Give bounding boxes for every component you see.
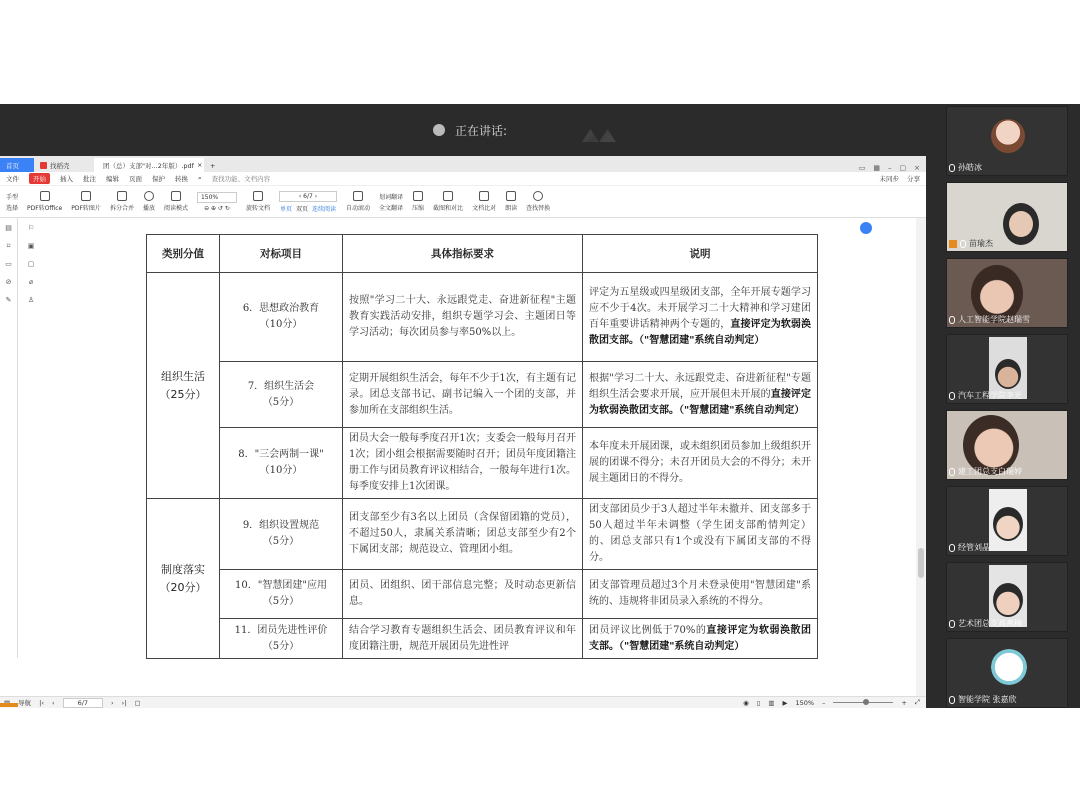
item-score: （5分） bbox=[262, 396, 300, 408]
tab-home-label: 首页 bbox=[6, 161, 19, 170]
read-mode-icon bbox=[171, 191, 181, 201]
minimize-icon[interactable]: – bbox=[888, 164, 892, 172]
translate-group bbox=[379, 192, 403, 212]
table-row bbox=[147, 273, 818, 362]
participant-tile[interactable] bbox=[946, 258, 1068, 328]
select-button[interactable]: 选择 bbox=[6, 204, 19, 212]
item-cell bbox=[220, 499, 343, 570]
read-mode-label: 阅读模式 bbox=[163, 205, 188, 212]
pdf-office-icon bbox=[40, 191, 50, 201]
fullscreen-icon[interactable]: ⤢ bbox=[914, 698, 920, 706]
panel-comment-icon[interactable]: ▢ bbox=[27, 260, 35, 268]
item-cell bbox=[220, 362, 343, 428]
mic-icon bbox=[949, 316, 955, 324]
item-name: 8．"三会两制一课" bbox=[238, 449, 324, 460]
requirement-cell: 团员大会一般每季度召开1次；支委会一般每月召开1次；团小组会根据需要随时召开；团员年度团籍注册工作与团员教育评议相结合，一般每年进行1次。每季度安排上1次团课。 bbox=[343, 428, 583, 499]
avatar bbox=[993, 507, 1023, 541]
play-label: 播放 bbox=[142, 205, 155, 212]
menu-convert[interactable]: 转换 bbox=[175, 175, 188, 183]
play-status-icon[interactable]: ▶ bbox=[782, 698, 788, 707]
split-icon bbox=[117, 191, 127, 201]
mic-icon bbox=[949, 620, 955, 628]
meeting-screen bbox=[0, 104, 1080, 708]
auto-scroll-label: 自动滚动 bbox=[346, 205, 371, 212]
split-label: 拆分合并 bbox=[109, 205, 134, 212]
menu-right bbox=[880, 174, 927, 183]
screenshot-icon bbox=[443, 191, 453, 201]
page-view-group bbox=[279, 191, 337, 213]
item-name: 9．组织设置规范 bbox=[242, 520, 320, 531]
participant-tile[interactable] bbox=[946, 410, 1068, 480]
note-cell bbox=[583, 362, 818, 428]
participant-name-row bbox=[949, 542, 990, 553]
share-button[interactable]: 分享 bbox=[907, 175, 920, 183]
screenshot-compare-button[interactable] bbox=[433, 191, 463, 212]
layout-icon[interactable]: ▭ bbox=[858, 164, 866, 172]
tab-shell[interactable] bbox=[34, 158, 94, 172]
single-view-icon[interactable]: ▯ bbox=[756, 698, 761, 707]
panel-link-icon[interactable]: ⌀ bbox=[28, 278, 34, 286]
table-row bbox=[147, 570, 818, 619]
participant-name-row bbox=[949, 314, 1030, 325]
tab-shell-label: 找稻壳 bbox=[50, 161, 70, 170]
requirement-cell: 团支部至少有3名以上团员（含保留团籍的党员），不超过50人，隶属关系清晰；团总支部至少有2个下属团支部；规范设立、管理团小组。 bbox=[343, 499, 583, 570]
compare-icon bbox=[479, 191, 489, 201]
participant-name-row bbox=[949, 162, 982, 173]
menu-start[interactable]: 开始 bbox=[29, 173, 50, 184]
zoom-in-icon[interactable]: + bbox=[901, 698, 907, 707]
menu-bar bbox=[0, 172, 926, 186]
item-name: 11．团员先进性评价 bbox=[234, 624, 328, 636]
find-replace-button[interactable] bbox=[526, 191, 550, 212]
read-mode-button[interactable] bbox=[164, 191, 188, 212]
note-text: 根据"学习二十大、永远跟党走、奋进新征程"专题组织生活会要求开展，应开展但未开展的 bbox=[589, 372, 811, 400]
find-replace-label: 查找替换 bbox=[526, 205, 551, 212]
close-icon[interactable]: × bbox=[914, 164, 920, 172]
last-page-icon[interactable]: ›| bbox=[121, 698, 127, 707]
word-translate-button[interactable]: 划词翻译 bbox=[379, 193, 404, 201]
rotate-label: 旋转文档 bbox=[245, 205, 270, 212]
menu-insert[interactable]: 插入 bbox=[60, 175, 73, 183]
table-row bbox=[147, 362, 818, 428]
toolbar bbox=[0, 186, 926, 218]
thumbnail-icon[interactable]: ▤ bbox=[5, 224, 12, 232]
participant-name: 人工智能学院赵瑞雪 bbox=[958, 315, 1030, 324]
avatar bbox=[995, 359, 1021, 389]
category-score: （20分） bbox=[159, 580, 207, 594]
doc-compare-button[interactable] bbox=[472, 191, 496, 212]
item-score: （10分） bbox=[259, 319, 303, 330]
search-input[interactable]: 查找功能、文档内容 bbox=[211, 175, 271, 183]
participant-name-row bbox=[949, 618, 1022, 629]
avatar bbox=[991, 649, 1027, 685]
participant-name-row bbox=[949, 390, 1022, 401]
next-page-status-icon[interactable]: › bbox=[111, 698, 114, 707]
full-translate-button[interactable]: 全文翻译 bbox=[379, 204, 404, 212]
note-text: 团员评议比例低于70%的 bbox=[589, 624, 707, 636]
unsync-button[interactable]: 未同步 bbox=[879, 175, 899, 183]
bookmark-icon[interactable]: ⌑ bbox=[6, 242, 11, 250]
maximize-icon[interactable]: ▢ bbox=[899, 164, 907, 172]
note-text: 团支部团员少于3人超过半年未撤并、团支部多于50人超过半年未调整（学生团支部酌情判定）的、团总支部只有1个或没有下属团支部的不得分。 bbox=[589, 504, 811, 563]
new-tab-icon[interactable]: + bbox=[210, 162, 216, 170]
taskbar-indicator bbox=[0, 703, 18, 707]
avatar-face bbox=[1009, 211, 1033, 237]
vertical-scrollbar[interactable] bbox=[916, 218, 926, 696]
pdf-office-label: PDF转Office bbox=[27, 205, 63, 212]
hand-button[interactable]: 手型 bbox=[6, 193, 19, 201]
participant-name: 孙皓冰 bbox=[958, 163, 982, 172]
assistant-badge-icon[interactable] bbox=[860, 222, 872, 234]
note-cell bbox=[583, 428, 818, 499]
document-page[interactable] bbox=[44, 218, 914, 696]
signature-icon[interactable]: ✎ bbox=[5, 296, 12, 304]
compress-icon bbox=[413, 191, 423, 201]
requirement-cell: 团员、团组织、团干部信息完整；及时动态更新信息。 bbox=[343, 570, 583, 619]
prev-page-status-icon[interactable]: ‹ bbox=[51, 698, 55, 707]
page-input[interactable] bbox=[279, 191, 337, 202]
item-score: （10分） bbox=[259, 465, 303, 476]
mic-icon bbox=[949, 164, 955, 172]
meeting-logo-icon bbox=[582, 126, 616, 142]
participant-tile[interactable] bbox=[946, 182, 1068, 252]
orange-user-icon bbox=[949, 240, 957, 248]
participant-panel bbox=[940, 104, 1080, 708]
tab-close-icon[interactable]: × bbox=[196, 161, 203, 169]
item-cell bbox=[220, 619, 343, 659]
note-bold: 直接评定为软弱涣散团支部。（"智慧团建"系统自动判定） bbox=[589, 624, 812, 652]
zoom-out-icon[interactable]: – bbox=[822, 698, 826, 707]
criteria-table bbox=[146, 234, 818, 659]
pdf-to-image-button[interactable] bbox=[71, 191, 101, 212]
category-name: 制度落实 bbox=[161, 562, 205, 576]
grid-icon[interactable]: ▦ bbox=[873, 164, 880, 172]
double-view-icon[interactable]: ▥ bbox=[768, 698, 775, 707]
play-button[interactable] bbox=[143, 191, 155, 212]
participant-name: 汽车工程学院李光 bbox=[958, 391, 1022, 400]
category-cell bbox=[147, 499, 220, 659]
split-merge-button[interactable] bbox=[110, 191, 134, 212]
auto-scroll-button[interactable] bbox=[346, 191, 370, 212]
prev-page-icon[interactable]: ‹ bbox=[298, 192, 304, 200]
item-name: 6．思想政治教育 bbox=[242, 303, 320, 314]
hand-select-group bbox=[6, 192, 18, 212]
table-row bbox=[147, 428, 818, 499]
mic-icon bbox=[960, 240, 966, 248]
participant-tile[interactable] bbox=[946, 562, 1068, 632]
read-aloud-icon bbox=[506, 191, 516, 201]
note-bold: 直接评定为软弱涣散团支部。（"智慧团建"系统自动判定） bbox=[589, 388, 812, 416]
pdf-image-icon bbox=[81, 191, 91, 201]
requirement-cell: 结合学习教育专题组织生活会、团员教育评议和年度团籍注册，规范开展团员先进性评 bbox=[343, 619, 583, 659]
item-score: （5分） bbox=[262, 596, 300, 607]
participant-tile[interactable] bbox=[946, 334, 1068, 404]
participant-tile[interactable] bbox=[946, 106, 1068, 176]
continuous-read-button[interactable]: 连续阅读 bbox=[312, 205, 337, 213]
item-score: （5分） bbox=[262, 536, 300, 547]
speaker-banner bbox=[0, 104, 940, 156]
tab-document-label: 团（总）支部"对...2年版）.pdf bbox=[103, 161, 194, 170]
double-page-button[interactable]: 双页 bbox=[295, 205, 308, 213]
panel-bookmark-icon[interactable]: ⚐ bbox=[27, 224, 35, 232]
note-text: 本年度未开展团课，或未组织团员参加上级组织开展的团课不得分；未召开团员大会的不得分；未开展主题团日的不得分。 bbox=[589, 441, 811, 484]
participant-name: 苗瑜杰 bbox=[969, 239, 993, 248]
first-page-icon[interactable]: |‹ bbox=[39, 698, 44, 707]
avatar bbox=[991, 119, 1025, 153]
compress-label: 压缩 bbox=[412, 205, 425, 212]
note-cell bbox=[583, 499, 818, 570]
comment-icon[interactable]: ▭ bbox=[5, 260, 12, 268]
header-cell: 具体指标要求 bbox=[343, 235, 583, 273]
participant-name-row bbox=[949, 238, 993, 249]
participant-tile[interactable] bbox=[946, 638, 1068, 708]
note-cell bbox=[583, 273, 818, 362]
pdf-image-label: PDF转图片 bbox=[71, 205, 101, 212]
play-icon bbox=[144, 191, 154, 201]
status-bar bbox=[0, 696, 926, 708]
pdf-viewer-window bbox=[0, 156, 926, 708]
tab-document[interactable] bbox=[94, 158, 204, 172]
requirement-cell: 定期开展组织生活会，每年不少于1次，有主题有记录。团总支部书记、副书记编入一个团的支部，并参加所在支部组织生活。 bbox=[343, 362, 583, 428]
status-page[interactable]: 6/7 bbox=[63, 698, 103, 708]
participant-name: 智能学院 张嘉欣 bbox=[958, 695, 1017, 704]
mic-icon bbox=[949, 468, 955, 476]
pdf-to-office-button[interactable] bbox=[27, 191, 62, 212]
category-name: 组织生活 bbox=[161, 369, 205, 383]
panel-file-icon[interactable]: ▣ bbox=[27, 242, 35, 250]
item-cell bbox=[220, 570, 343, 619]
nav-label[interactable]: 导航 bbox=[18, 699, 32, 707]
item-score: （5分） bbox=[262, 640, 300, 652]
participant-name: 艺术团总支高燕楠 bbox=[958, 619, 1022, 628]
table-header-row bbox=[147, 235, 818, 273]
zoom-select[interactable]: 150% bbox=[197, 192, 237, 203]
scrollbar-thumb[interactable] bbox=[918, 548, 924, 578]
left-panel bbox=[22, 218, 40, 658]
item-name: 10．"智慧团建"应用 bbox=[235, 580, 327, 591]
read-aloud-button[interactable] bbox=[505, 191, 517, 212]
eye-icon[interactable]: ◉ bbox=[743, 698, 749, 707]
left-toolbar bbox=[0, 218, 18, 658]
screenshot-label: 截图和对比 bbox=[433, 205, 464, 212]
compress-button[interactable] bbox=[412, 191, 424, 212]
single-page-button[interactable]: 单页 bbox=[279, 205, 292, 213]
zoom-slider[interactable] bbox=[833, 702, 893, 703]
note-text: 评定为五星级或四星级团支部，全年开展专题学习应不少于4次。未开展学习二十大精神和学习建团百年重要讲话精神两个专题的， bbox=[589, 287, 811, 330]
participant-name: 建工团总支白瑞婷 bbox=[958, 467, 1022, 476]
avatar bbox=[993, 583, 1023, 617]
requirement-cell: 按照"学习二十大、永远跟党走、奋进新征程"主题教育实践活动安排，组织专题学习会、主题团日等学习活动；每次团员参与率50%以上。 bbox=[343, 273, 583, 362]
participant-name-row bbox=[949, 466, 1022, 477]
panel-stamp-icon[interactable]: ♙ bbox=[27, 296, 35, 304]
rotate-icon bbox=[253, 191, 263, 201]
speaker-avatar-icon bbox=[433, 124, 445, 136]
menu-page[interactable]: 页面 bbox=[129, 175, 142, 183]
header-cell: 说明 bbox=[583, 235, 818, 273]
item-name: 7．组织生活会 bbox=[247, 380, 315, 392]
category-cell bbox=[147, 273, 220, 499]
compare-label: 文档比对 bbox=[472, 205, 497, 212]
menu-annotate[interactable]: 批注 bbox=[83, 175, 96, 183]
zoom-group bbox=[197, 192, 237, 212]
menu-edit[interactable]: 编辑 bbox=[106, 175, 119, 183]
participant-tile[interactable] bbox=[946, 486, 1068, 556]
shell-icon bbox=[40, 162, 47, 169]
menu-file[interactable]: 文件 bbox=[6, 175, 19, 183]
find-replace-icon bbox=[533, 191, 543, 201]
category-score: （25分） bbox=[159, 387, 207, 401]
note-cell bbox=[583, 570, 818, 619]
window-controls bbox=[859, 164, 926, 172]
speaking-label: 正在讲话: bbox=[454, 123, 508, 138]
note-bold: 直接评定为软弱涣散团支部。（"智慧团建"系统自动判定） bbox=[589, 319, 812, 346]
status-zoom[interactable]: 150% bbox=[795, 698, 815, 707]
attachment-icon[interactable]: ⊘ bbox=[5, 278, 12, 286]
note-cell bbox=[583, 619, 818, 659]
rotate-button[interactable] bbox=[246, 191, 270, 212]
header-cell: 类别分值 bbox=[147, 235, 220, 273]
mic-icon bbox=[949, 392, 955, 400]
menu-protect[interactable]: 保护 bbox=[152, 175, 165, 183]
title-bar bbox=[0, 156, 926, 172]
fit-icon[interactable]: ▢ bbox=[134, 698, 141, 707]
zoom-controls-icon[interactable]: ⊖ ⊕ ↺ ↻ bbox=[204, 204, 230, 212]
read-aloud-label: 朗读 bbox=[505, 205, 518, 212]
next-page-icon[interactable]: › bbox=[312, 192, 318, 200]
item-cell bbox=[220, 273, 343, 362]
page-number: 6/7 bbox=[303, 192, 313, 200]
auto-scroll-icon bbox=[353, 191, 363, 201]
mic-icon bbox=[949, 544, 955, 552]
search-icon[interactable]: ⌕ bbox=[198, 174, 202, 182]
note-text: 团支部管理员超过3个月未登录使用"智慧团建"系统的、违规将非团员录入系统的不得分。 bbox=[589, 580, 811, 607]
tab-home[interactable] bbox=[0, 158, 34, 172]
item-cell bbox=[220, 428, 343, 499]
table-row bbox=[147, 499, 818, 570]
participant-name-row bbox=[949, 694, 1017, 705]
participant-name: 经管刘晶 bbox=[958, 543, 990, 552]
table-row bbox=[147, 619, 818, 659]
mic-icon bbox=[949, 696, 955, 704]
header-cell: 对标项目 bbox=[220, 235, 343, 273]
